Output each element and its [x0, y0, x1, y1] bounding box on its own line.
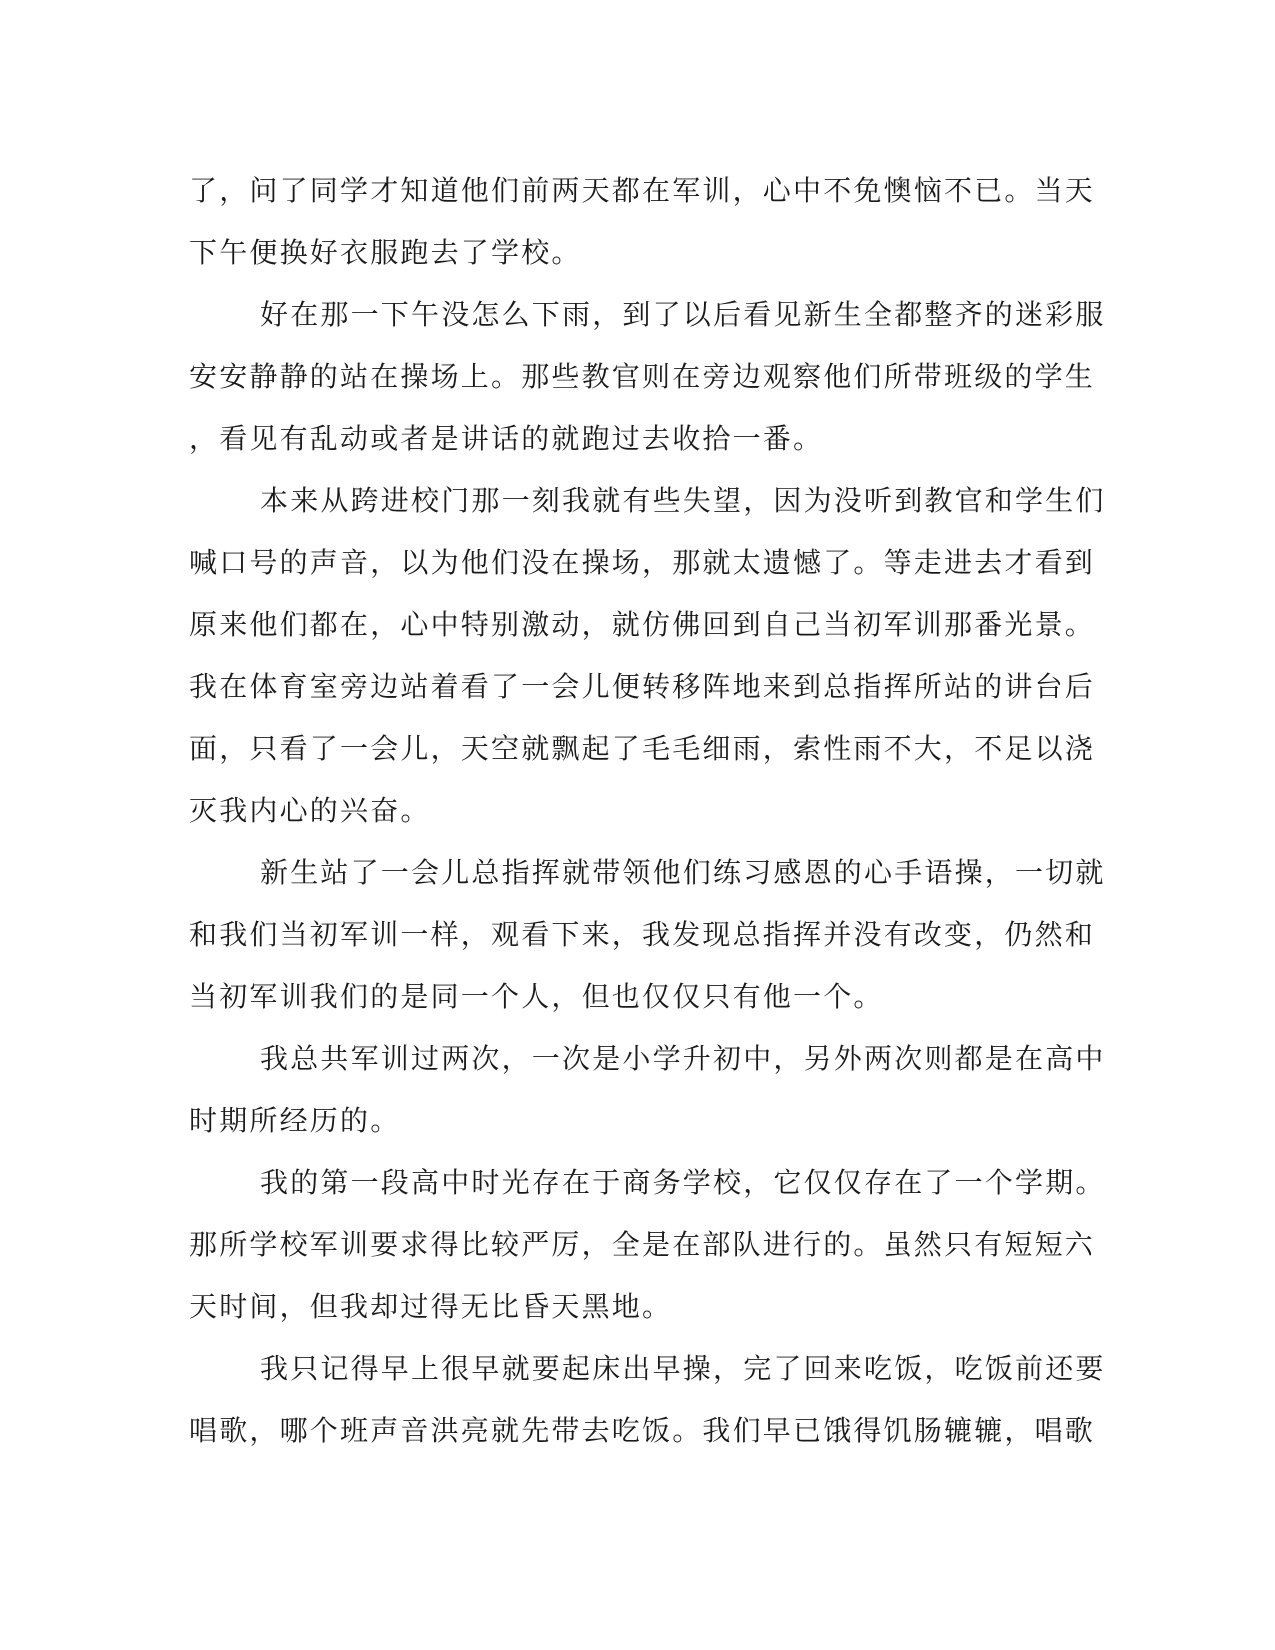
- body-text: [189, 160, 1106, 1462]
- text-line: 原来他们都在，心中特别激动，就仿佛回到自己当初军训那番光景。: [189, 608, 1096, 641]
- text-line: 我在体育室旁边站着看了一会儿便转移阵地来到总指挥所站的讲台后: [189, 670, 1096, 703]
- text-line: 当初军训我们的是同一个人，但也仅仅只有他一个。: [189, 980, 884, 1013]
- text-line: 那所学校军训要求得比较严厉，全是在部队进行的。虽然只有短短六: [189, 1228, 1096, 1261]
- text-line: 喊口号的声音，以为他们没在操场，那就太遗憾了。等走进去才看到: [189, 546, 1096, 579]
- paragraph-first-line: 我的第一段高中时光存在于商务学校，它仅仅存在了一个学期。: [260, 1166, 1106, 1199]
- paragraph-first-line: 好在那一下午没怎么下雨，到了以后看见新生全都整齐的迷彩服: [260, 298, 1106, 331]
- text-line: 和我们当初军训一样，观看下来，我发现总指挥并没有改变，仍然和: [189, 918, 1096, 951]
- text-line: 唱歌，哪个班声音洪亮就先带去吃饭。我们早已饿得饥肠辘辘，唱歌: [189, 1414, 1096, 1447]
- text-line: 面，只看了一会儿，天空就飘起了毛毛细雨，索性雨不大，不足以浇: [189, 732, 1096, 765]
- text-line: 时期所经历的。: [189, 1104, 401, 1137]
- paragraph-first-line: 我总共军训过两次，一次是小学升初中，另外两次则都是在高中: [260, 1042, 1106, 1075]
- text-line: 天时间，但我却过得无比昏天黑地。: [189, 1290, 673, 1323]
- text-line: 灭我内心的兴奋。: [189, 794, 431, 827]
- text-line: 下午便换好衣服跑去了学校。: [189, 236, 582, 269]
- paragraph-first-line: 我只记得早上很早就要起床出早操，完了回来吃饭，吃饭前还要: [260, 1352, 1106, 1385]
- paragraph-first-line: 新生站了一会儿总指挥就带领他们练习感恩的心手语操，一切就: [260, 856, 1106, 889]
- paragraph-first-line: 本来从跨进校门那一刻我就有些失望，因为没听到教官和学生们: [260, 484, 1106, 517]
- text-line: 安安静静的站在操场上。那些教官则在旁边观察他们所带班级的学生: [189, 360, 1096, 393]
- text-line: ，看见有乱动或者是讲话的就跑过去收拾一番。: [189, 422, 824, 455]
- text-line: 了，问了同学才知道他们前两天都在军训，心中不免懊恼不已。当天: [189, 174, 1096, 207]
